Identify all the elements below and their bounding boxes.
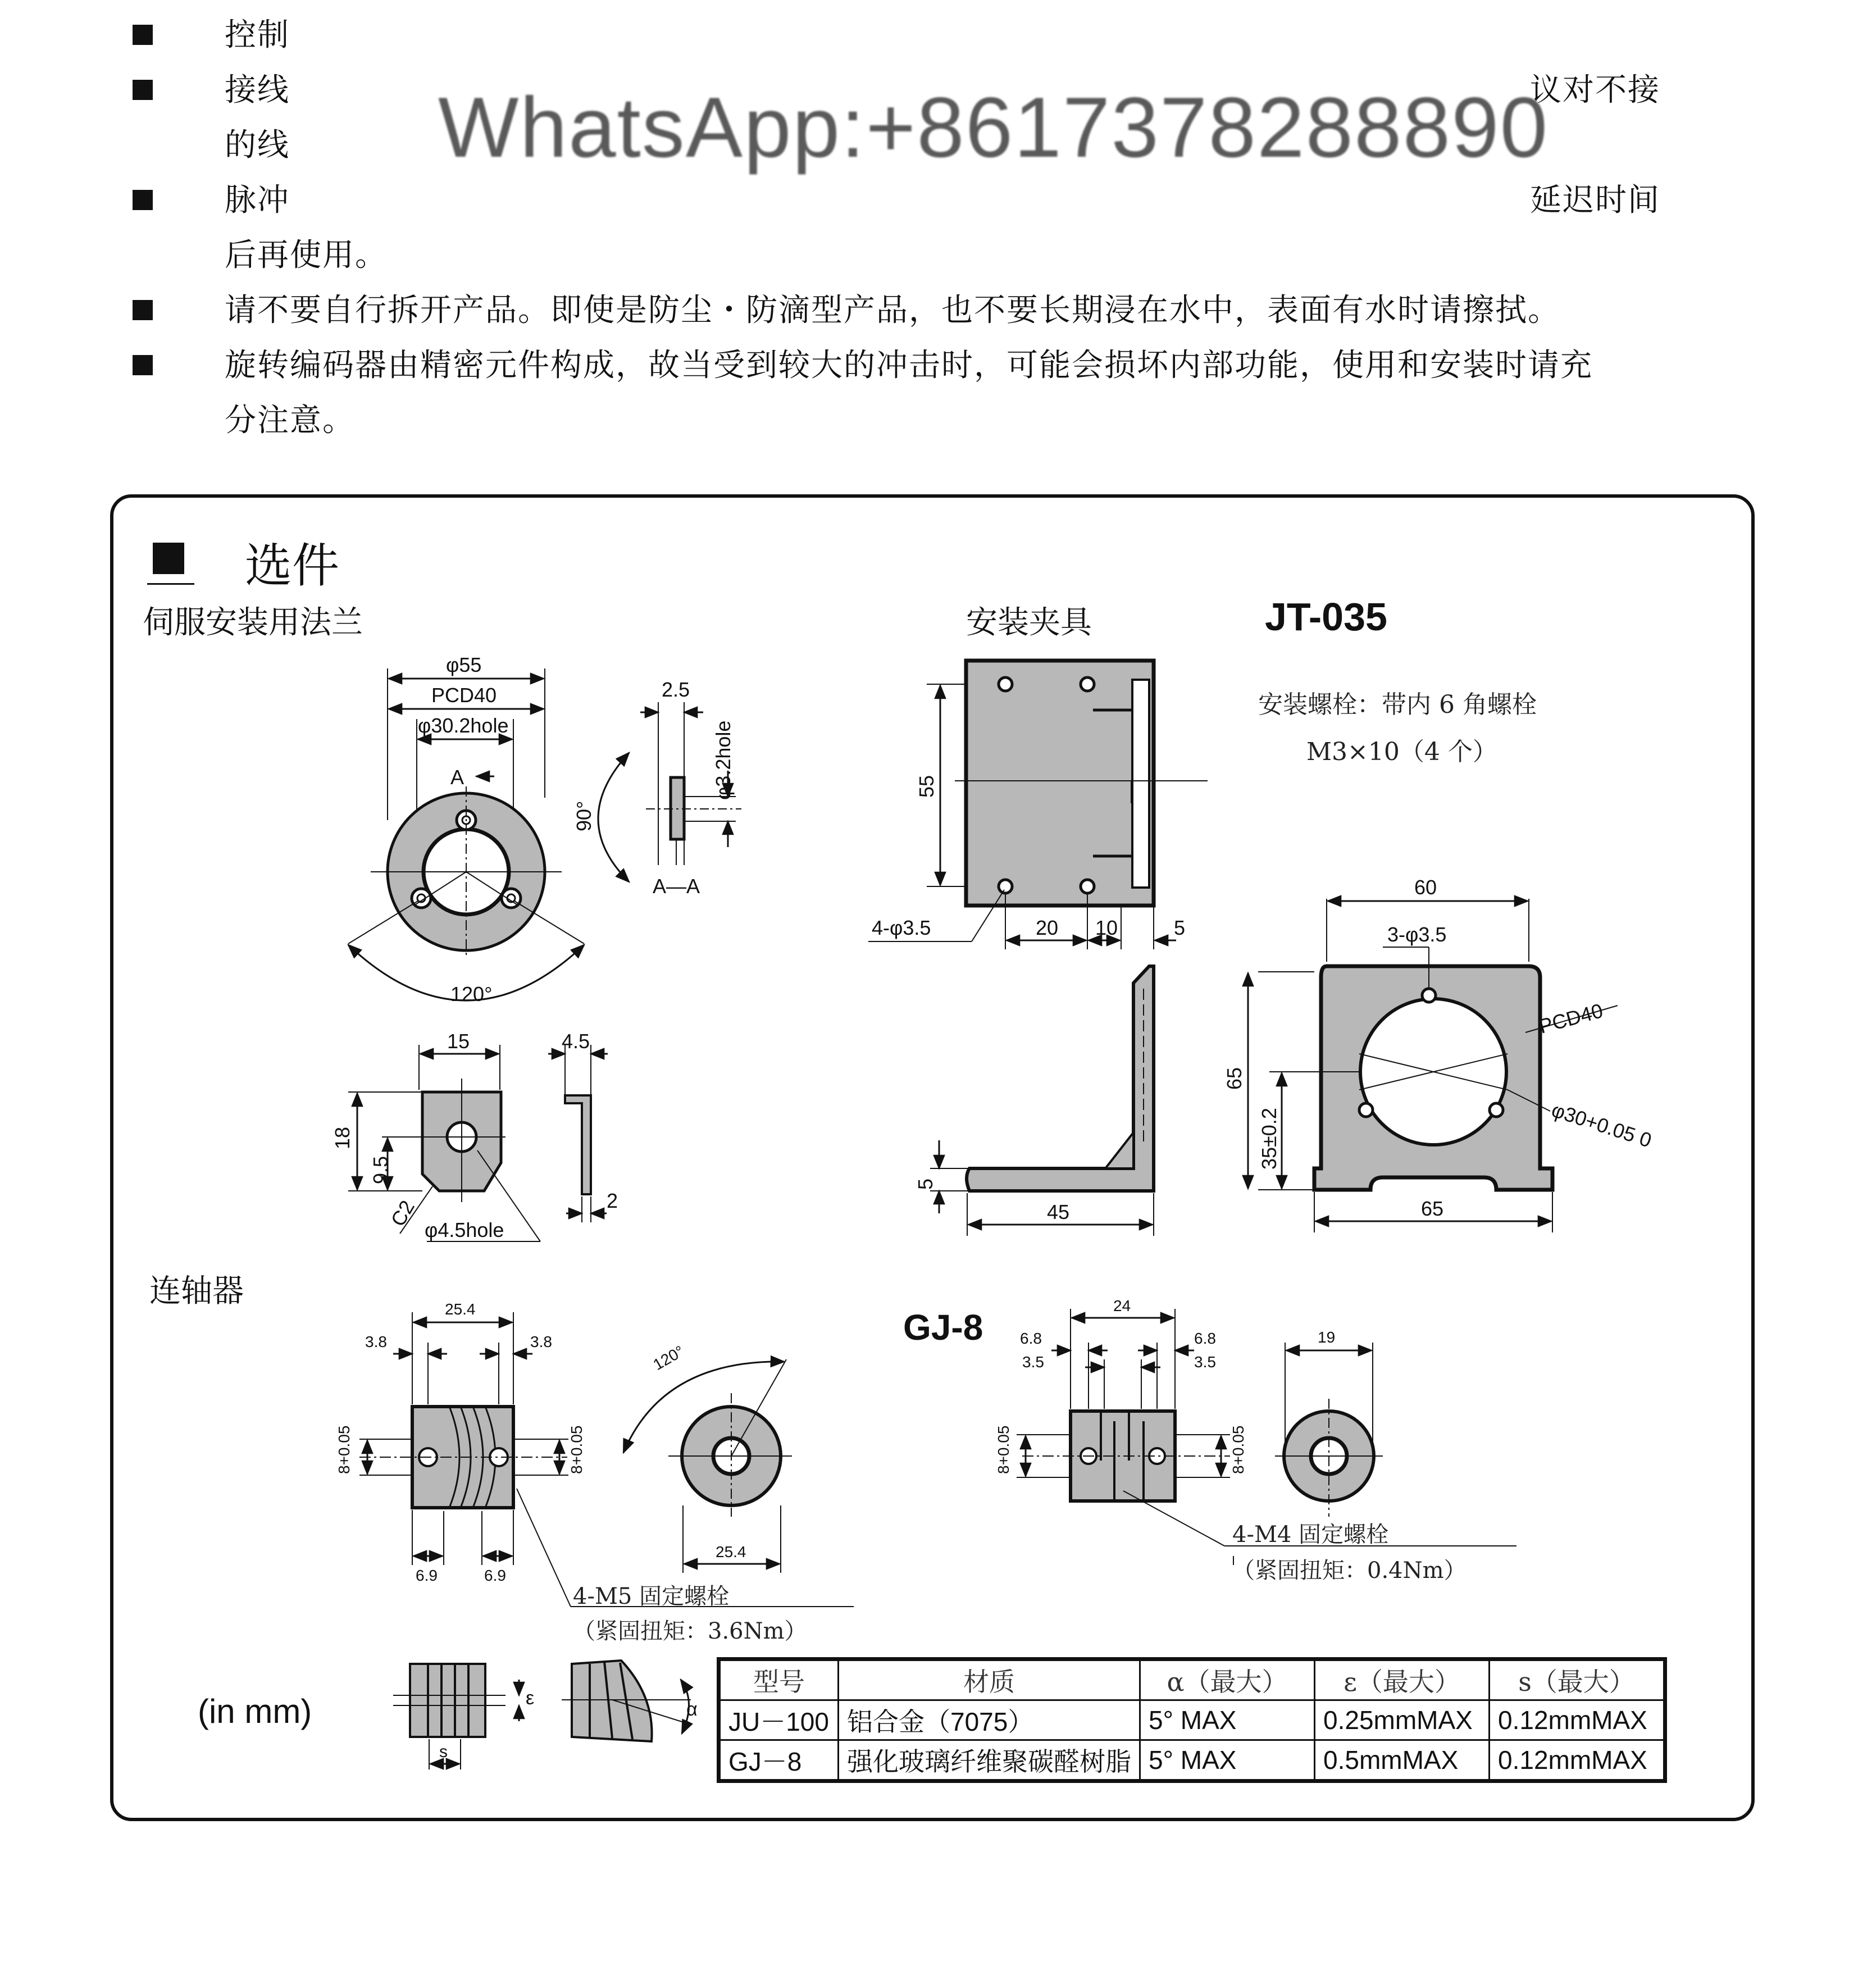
dim-holes-4-phi3-5: 4-φ3.5 — [872, 916, 931, 939]
dim-gj-od-19: 19 — [1318, 1329, 1336, 1346]
dim-gj-24: 24 — [1113, 1297, 1131, 1314]
dim-height-65: 65 — [1223, 1067, 1246, 1090]
dim-gj-3-5-left: 3.5 — [1022, 1353, 1044, 1371]
small-bracket-drawing — [348, 1045, 608, 1241]
section-title: 选件 — [245, 538, 340, 593]
coupling-ju100-drawing — [359, 1312, 854, 1607]
paragraph-2-right: 议对不接 — [1530, 72, 1660, 108]
paragraph-1-line-1: 控制 — [225, 17, 290, 53]
dim-4-5: 4.5 — [562, 1030, 590, 1053]
gj-screw-label: 4-M4 固定螺栓 — [1232, 1522, 1389, 1548]
dim-ju-bore-left: 8+0.05 — [335, 1425, 353, 1474]
dim-10: 10 — [1095, 916, 1118, 939]
dim-phi30-tolerance: φ30+0.05 0 — [1549, 1098, 1655, 1152]
dim-width-60: 60 — [1414, 876, 1437, 899]
symbol-s: s — [439, 1743, 448, 1761]
table-header: s（最大） — [1490, 1659, 1665, 1700]
paragraph-4-line-1: 请不要自行拆开产品。即使是防尘・防滴型产品，也不要长期浸在水中，表面有水时请擦拭。 — [225, 292, 1560, 329]
table-cell: 铝合金（7075） — [839, 1700, 1140, 1740]
coupling-label: 连轴器 — [149, 1273, 244, 1309]
paragraph-3-right: 延迟时间 — [1530, 182, 1660, 219]
dim-section-a-a: A—A — [653, 875, 700, 898]
misalignment-sketches — [393, 1661, 691, 1769]
servo-flange-label: 伺服安装用法兰 — [143, 604, 363, 641]
dim-gj-6-8-right: 6.8 — [1194, 1330, 1216, 1347]
mount-bolt-note: 安装螺栓：带内 6 角螺栓 — [1258, 690, 1537, 719]
table-row — [719, 1740, 1665, 1781]
table-cell: 5° MAX — [1140, 1700, 1315, 1740]
ju-screw-label: 4-M5 固定螺栓 — [573, 1584, 730, 1609]
fixture-side-drawing — [930, 966, 1154, 1236]
symbol-alpha: α — [686, 1699, 698, 1720]
dim-phi55: φ55 — [446, 653, 482, 676]
dim-ju-od-25-4: 25.4 — [716, 1543, 746, 1561]
table-header-row — [719, 1659, 1665, 1700]
dim-ju-bore-right: 8+0.05 — [568, 1425, 585, 1474]
table-header: 材质 — [839, 1659, 1140, 1700]
dim-holes-3-phi3-5: 3-φ3.5 — [1387, 923, 1447, 946]
dim-ju-6-9-left: 6.9 — [416, 1567, 438, 1584]
dim-gj-bore-right: 8+0.05 — [1229, 1425, 1247, 1474]
fixture-end-drawing — [1248, 899, 1618, 1232]
paragraph-3-line-1: 脉冲 — [225, 182, 290, 219]
dim-ju-3-8-left: 3.8 — [365, 1333, 387, 1350]
symbol-epsilon: ε — [526, 1687, 535, 1709]
table-cell: JU－100 — [719, 1700, 839, 1740]
dim-width-15: 15 — [447, 1030, 470, 1053]
table-cell: 0.12mmMAX — [1490, 1740, 1665, 1781]
table-cell: GJ－8 — [719, 1740, 839, 1781]
dim-ju-25-4: 25.4 — [445, 1300, 476, 1318]
dim-ju-3-8-right: 3.8 — [530, 1333, 552, 1350]
dim-phi4-5hole: φ4.5hole — [425, 1218, 504, 1241]
dim-gj-bore-left: 8+0.05 — [995, 1425, 1012, 1474]
gj-torque-label: （紧固扭矩：0.4Nm） — [1232, 1558, 1467, 1584]
dim-height-55: 55 — [915, 775, 938, 798]
coupling-spec-table — [717, 1657, 1667, 1783]
dim-ju-120deg: 120° — [650, 1342, 687, 1374]
paragraph-5-line-2: 分注意。 — [225, 402, 355, 439]
dim-length-45: 45 — [1047, 1200, 1070, 1223]
dim-120deg: 120° — [450, 982, 493, 1006]
mount-bolt-spec: M3×10（4 个） — [1306, 738, 1497, 766]
dim-gj-3-5-right: 3.5 — [1194, 1353, 1216, 1371]
dim-section-a: A — [450, 766, 464, 789]
table-cell: 强化玻璃纤维聚碳醛树脂 — [839, 1740, 1140, 1781]
dim-90deg: 90° — [572, 800, 595, 831]
dim-2: 2 — [607, 1189, 618, 1212]
gj8-model: GJ-8 — [903, 1307, 983, 1348]
dim-height-18: 18 — [331, 1126, 354, 1149]
dim-c2: C2 — [386, 1196, 419, 1230]
watermark: WhatsApp:+8617378288890 — [438, 80, 1549, 175]
table-row — [719, 1700, 1665, 1740]
dim-pcd40: PCD40 — [431, 684, 497, 707]
paragraph-3-line-2: 后再使用。 — [225, 237, 388, 274]
table-cell: 0.25mmMAX — [1315, 1700, 1490, 1740]
paragraph-2-line-2: 的线 — [225, 127, 290, 163]
paragraph-2-line-1: 接线 — [225, 72, 290, 108]
dim-phi3-2hole: φ3.2hole — [712, 720, 735, 800]
ju-torque-label: （紧固扭矩：3.6Nm） — [573, 1618, 807, 1644]
mount-fixture-label: 安装夹具 — [966, 604, 1092, 641]
dim-20: 20 — [1036, 916, 1059, 939]
table-header: ε（最大） — [1315, 1659, 1490, 1700]
mount-fixture-model: JT-035 — [1265, 595, 1387, 639]
dim-ju-6-9-right: 6.9 — [484, 1567, 506, 1584]
dim-thickness-2-5: 2.5 — [662, 678, 690, 701]
dim-base-65: 65 — [1421, 1197, 1444, 1220]
dim-phi30-2hole: φ30.2hole — [418, 714, 509, 737]
table-cell: 0.5mmMAX — [1315, 1740, 1490, 1781]
dim-thickness-5: 5 — [914, 1178, 937, 1190]
dim-35-tolerance: 35±0.2 — [1258, 1108, 1281, 1170]
table-cell: 0.12mmMAX — [1490, 1700, 1665, 1740]
table-header: 型号 — [719, 1659, 839, 1700]
table-cell: 5° MAX — [1140, 1740, 1315, 1781]
dim-5: 5 — [1174, 916, 1186, 939]
unit-note: (in mm) — [198, 1693, 312, 1730]
dim-gj-6-8-left: 6.8 — [1020, 1330, 1042, 1347]
paragraph-5-line-1: 旋转编码器由精密元件构成，故当受到较大的冲击时，可能会损坏内部功能，使用和安装时请充 — [225, 347, 1593, 384]
fixture-front-drawing — [868, 661, 1208, 949]
dim-9-5: 9.5 — [369, 1156, 392, 1184]
table-header: α（最大） — [1140, 1659, 1315, 1700]
dim-pcd40-fixture: PCD40 — [1536, 999, 1606, 1038]
